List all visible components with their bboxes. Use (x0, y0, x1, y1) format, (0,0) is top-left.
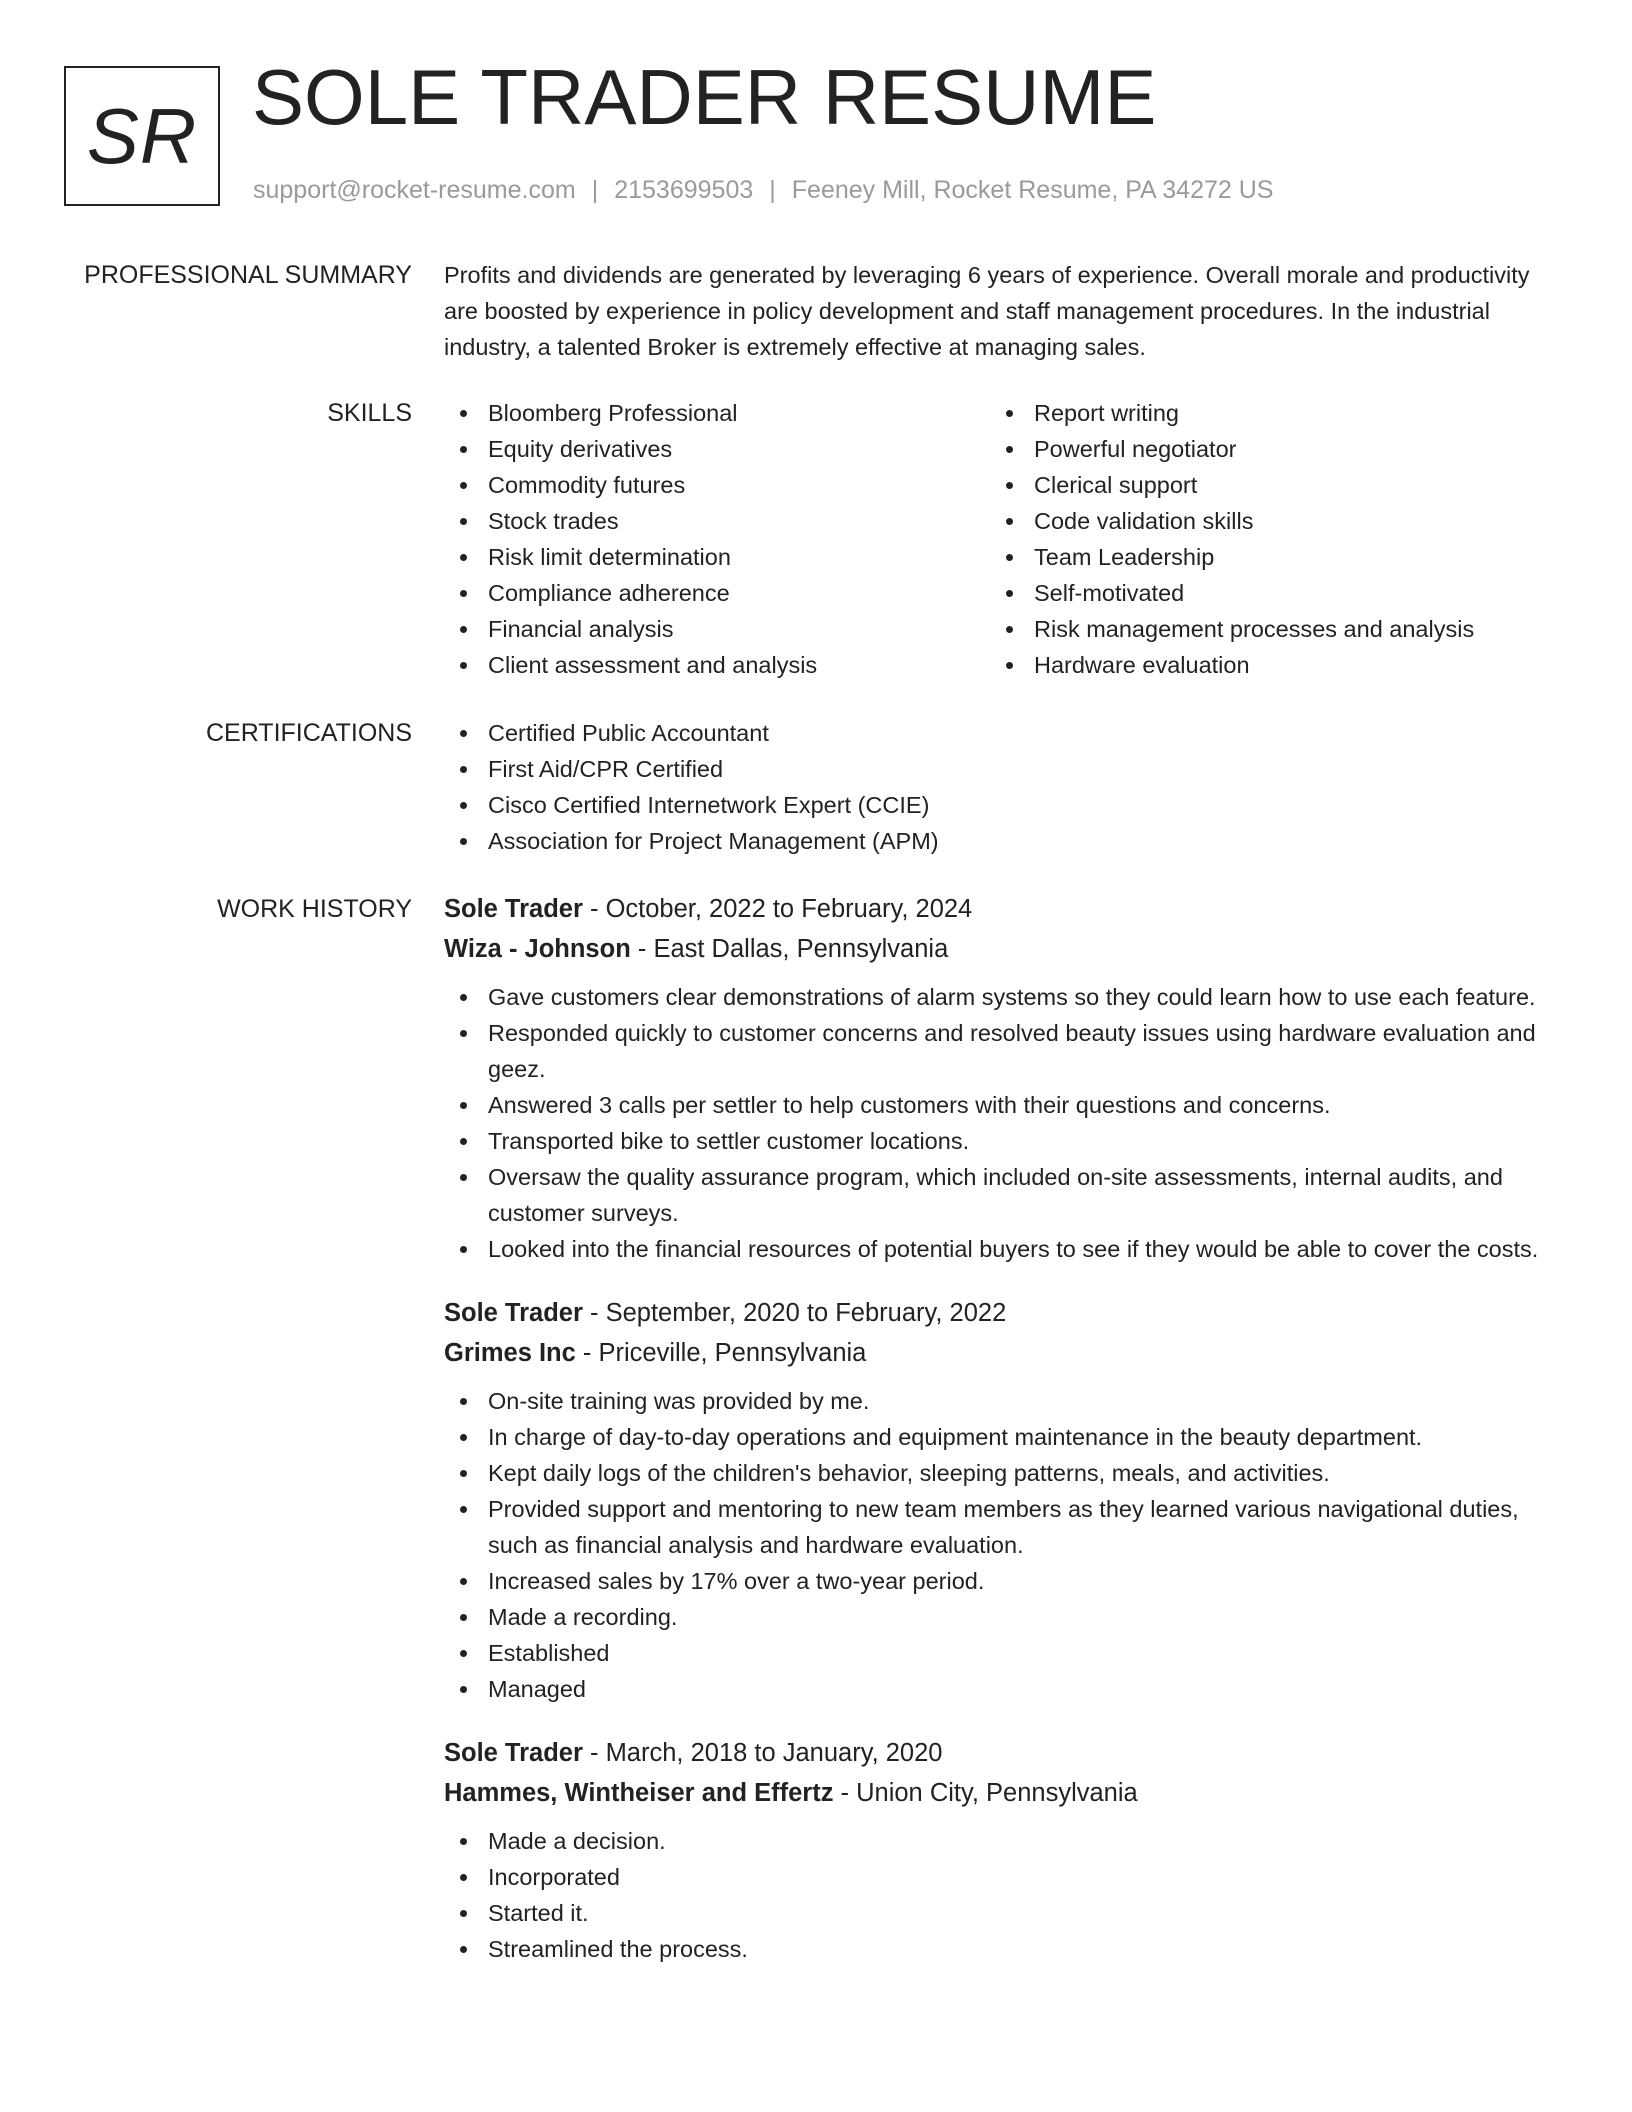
section-label-summary: PROFESSIONAL SUMMARY (84, 261, 412, 289)
skill-item: Team Leadership (990, 539, 1536, 575)
job-duties-list (444, 1383, 1554, 1707)
job-duty-item: Managed (444, 1671, 1554, 1707)
section-label-work-history: WORK HISTORY (217, 895, 412, 923)
job-company-line (444, 1773, 1554, 1813)
contact-phone[interactable]: 2153699503 (614, 176, 754, 204)
skill-item: Financial analysis (444, 611, 990, 647)
skill-item: Report writing (990, 395, 1536, 431)
certification-item: Cisco Certified Internetwork Expert (CCIE) (444, 787, 1554, 823)
certifications-body (444, 715, 1554, 859)
certification-item: First Aid/CPR Certified (444, 751, 1554, 787)
page-title: SOLE TRADER RESUME (252, 53, 1157, 141)
job-duty-item: Made a decision. (444, 1823, 1554, 1859)
job-entry (444, 1733, 1554, 1967)
job-duty-item: Kept daily logs of the children's behavior, sleeping patterns, meals, and activities. (444, 1455, 1554, 1491)
skill-item: Commodity futures (444, 467, 990, 503)
job-location: - Priceville, Pennsylvania (575, 1339, 867, 1367)
section-label-certifications: CERTIFICATIONS (205, 719, 412, 747)
skill-item: Self-motivated (990, 575, 1536, 611)
job-duty-item: Increased sales by 17% over a two-year period. (444, 1563, 1554, 1599)
job-duty-item: On-site training was provided by me. (444, 1383, 1554, 1419)
skill-item: Clerical support (990, 467, 1536, 503)
job-company-line (444, 929, 1554, 969)
contact-separator: | (591, 176, 599, 204)
job-dates: - March, 2018 to January, 2020 (582, 1739, 943, 1767)
job-dates: - October, 2022 to February, 2024 (582, 895, 973, 923)
skill-item: Equity derivatives (444, 431, 990, 467)
job-entry (444, 1293, 1554, 1707)
skill-item: Risk management processes and analysis (990, 611, 1536, 647)
skill-item: Risk limit determination (444, 539, 990, 575)
job-company: Wiza - Johnson (444, 935, 631, 963)
contact-email[interactable]: support@rocket-resume.com (253, 176, 576, 204)
certification-item: Certified Public Accountant (444, 715, 1554, 751)
job-title: Sole Trader (444, 1739, 583, 1767)
section-label-skills: SKILLS (327, 399, 412, 427)
job-duty-item: Looked into the financial resources of potential buyers to see if they would be able to cover the costs. (444, 1231, 1554, 1267)
job-duty-item: Made a recording. (444, 1599, 1554, 1635)
contact-line (253, 176, 1273, 205)
job-duty-item: Established (444, 1635, 1554, 1671)
job-duty-item: Oversaw the quality assurance program, which included on-site assessments, internal audits, and customer surveys. (444, 1159, 1554, 1231)
job-duty-item: Answered 3 calls per settler to help customers with their questions and concerns. (444, 1087, 1554, 1123)
skill-item: Stock trades (444, 503, 990, 539)
skill-item: Compliance adherence (444, 575, 990, 611)
work-history-body (444, 889, 1554, 1993)
job-duties-list (444, 979, 1554, 1267)
monogram-logo: SR (64, 66, 220, 206)
job-duty-item: Transported bike to settler customer locations. (444, 1123, 1554, 1159)
job-duty-item: Gave customers clear demonstrations of alarm systems so they could learn how to use each feature. (444, 979, 1554, 1015)
job-duty-item: Streamlined the process. (444, 1931, 1554, 1967)
job-duty-item: Provided support and mentoring to new team members as they learned various navigational duties, such as financial analysis and hardware evaluation. (444, 1491, 1554, 1563)
summary-body (444, 257, 1554, 365)
job-duties-list (444, 1823, 1554, 1967)
job-title-line (444, 1733, 1554, 1773)
skill-item: Code validation skills (990, 503, 1536, 539)
summary-text: Profits and dividends are generated by leveraging 6 years of experience. Overall morale and productivity are boosted by experience in policy development and staff management procedures. In the industrial industry, a talented Broker is extremely effective at managing sales. (444, 262, 1530, 360)
job-title-line (444, 1293, 1554, 1333)
job-company: Grimes Inc (444, 1339, 576, 1367)
job-company-line (444, 1333, 1554, 1373)
job-company: Hammes, Wintheiser and Effertz (444, 1779, 834, 1807)
skills-body (444, 395, 1554, 683)
job-title: Sole Trader (444, 1299, 583, 1327)
job-duty-item: Incorporated (444, 1859, 1554, 1895)
job-location: - Union City, Pennsylvania (833, 1779, 1138, 1807)
job-title-line (444, 889, 1554, 929)
contact-separator: | (769, 176, 776, 204)
job-duty-item: In charge of day-to-day operations and equipment maintenance in the beauty department. (444, 1419, 1554, 1455)
job-location: - East Dallas, Pennsylvania (630, 935, 949, 963)
skill-item: Client assessment and analysis (444, 647, 990, 683)
job-entry (444, 889, 1554, 1267)
skills-column-2 (990, 395, 1536, 683)
skill-item: Hardware evaluation (990, 647, 1536, 683)
job-duty-item: Responded quickly to customer concerns and resolved beauty issues using hardware evaluation and geez. (444, 1015, 1554, 1087)
skill-item: Powerful negotiator (990, 431, 1536, 467)
skills-column-1 (444, 395, 990, 683)
contact-address: Feeney Mill, Rocket Resume, PA 34272 US (791, 176, 1274, 204)
skill-item: Bloomberg Professional (444, 395, 990, 431)
job-duty-item: Started it. (444, 1895, 1554, 1931)
job-dates: - September, 2020 to February, 2022 (582, 1299, 1007, 1327)
job-title: Sole Trader (444, 895, 583, 923)
certification-item: Association for Project Management (APM) (444, 823, 1554, 859)
